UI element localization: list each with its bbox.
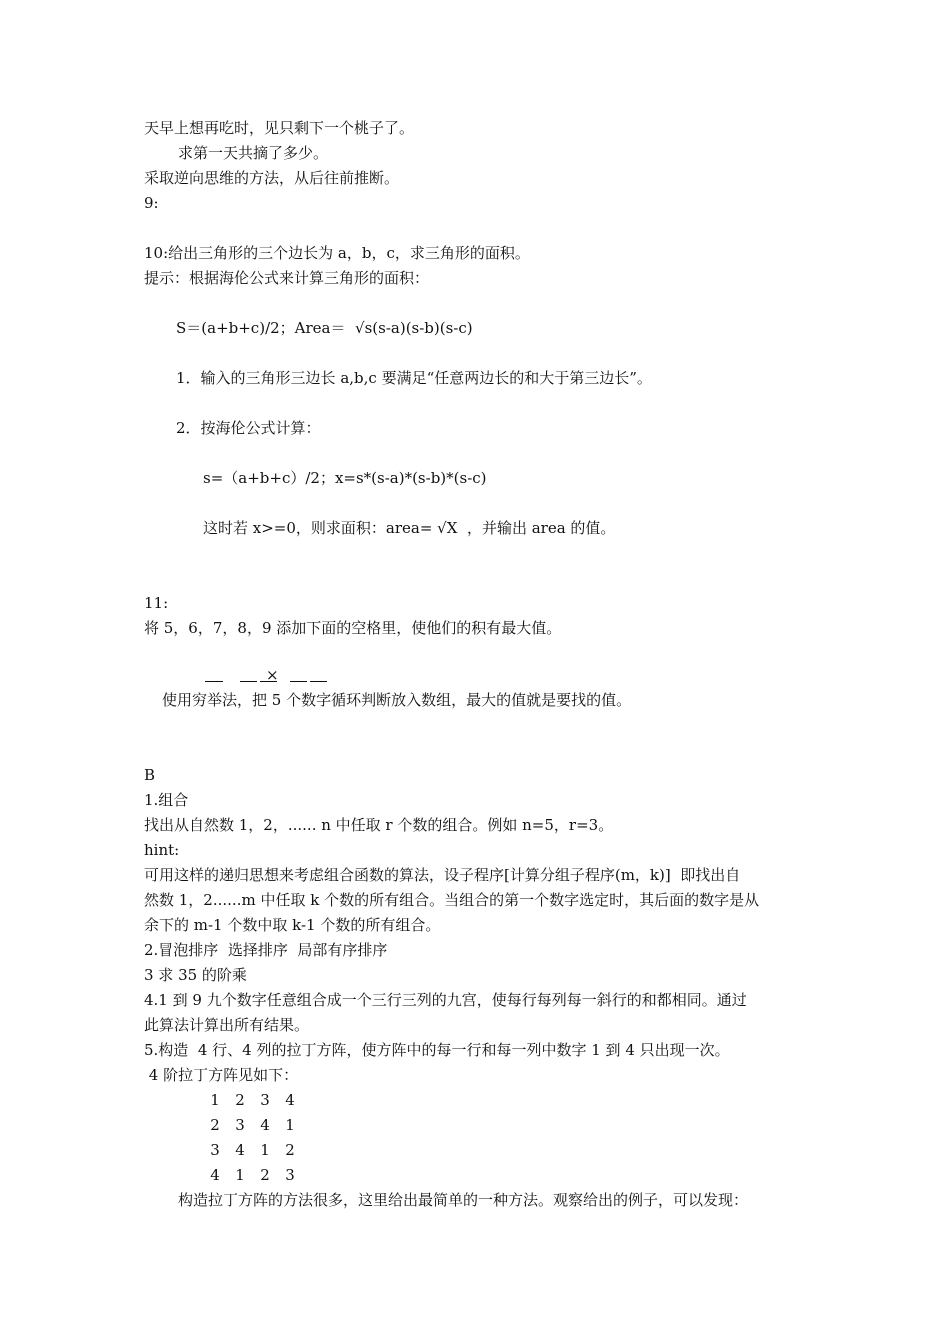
- combination-statement: 找出从自然数 1，2，...... n 中任取 r 个数的组合。例如 n=5，r=3。: [144, 816, 614, 834]
- matrix-cell: 3: [285, 1166, 295, 1184]
- multiply-sign: ×: [266, 666, 279, 684]
- problem-9-heading: 9:: [144, 194, 159, 212]
- formula-s-x: s=（a+b+c）/2；x=s*(s-a)*(s-b)*(s-c): [203, 469, 487, 487]
- factorial-item: 3 求 35 的阶乘: [144, 966, 247, 984]
- problem-10-statement: 10:给出三角形的三个边长为 a，b，c，求三角形的面积。: [144, 244, 530, 262]
- matrix-cell: 2: [260, 1166, 270, 1184]
- problem-11-statement: 将 5，6，7，8，9 添加下面的空格里，使他们的积有最大值。: [144, 619, 562, 637]
- hint-text-3: 余下的 m-1 个数中取 k-1 个数的所有组合。: [144, 916, 441, 934]
- heron-formula: S＝(a+b+c)/2；Area＝ √s(s-a)(s-b)(s-c): [176, 319, 473, 337]
- magic-square-item-2: 此算法计算出所有结果。: [144, 1016, 310, 1034]
- matrix-cell: 1: [235, 1166, 245, 1184]
- matrix-cell: 2: [235, 1091, 245, 1109]
- matrix-cell: 3: [260, 1091, 270, 1109]
- latin-square-method: 构造拉丁方阵的方法很多，这里给出最简单的一种方法。观察给出的例子，可以发现：: [178, 1191, 749, 1209]
- section-b-heading: B: [144, 766, 156, 784]
- matrix-cell: 4: [260, 1116, 270, 1134]
- problem-10-hint: 提示：根据海伦公式来计算三角形的面积：: [144, 269, 430, 287]
- matrix-cell: 1: [285, 1116, 295, 1134]
- blank-slot: [240, 681, 257, 682]
- area-condition: 这时若 x>=0，则求面积：area= √X ，并输出 area 的值。: [203, 519, 616, 537]
- blank-slot: [205, 681, 223, 682]
- matrix-cell: 1: [260, 1141, 270, 1159]
- matrix-cell: 4: [285, 1091, 295, 1109]
- blank-slot: [290, 681, 307, 682]
- matrix-cell: 1: [210, 1091, 220, 1109]
- matrix-cell: 3: [235, 1116, 245, 1134]
- blank-slot: [310, 681, 327, 682]
- magic-square-item-1: 4.1 到 9 九个数字任意组合成一个三行三列的九宫，使每行每列每一斜行的和都相同。通过: [144, 991, 747, 1009]
- hint-text-1: 可用这样的递归思想来考虑组合函数的算法，设子程序[计算分组子程序(m，k)] 即找出自: [144, 866, 741, 884]
- text-line-peach-end: 天早上想再吃时，见只剩下一个桃子了。: [144, 119, 415, 137]
- combination-title: 1.组合: [144, 791, 189, 809]
- hint-label: hint:: [144, 841, 180, 859]
- matrix-cell: 3: [210, 1141, 220, 1159]
- hint-text-2: 然数 1，2......m 中任取 k 个数的所有组合。当组合的第一个数字选定时，其后面的数字是从: [144, 891, 760, 909]
- latin-square-item: 5.构造 4 行、4 列的拉丁方阵，使方阵中的每一行和每一列中数字 1 到 4 只出现一次。: [144, 1041, 730, 1059]
- sorting-item: 2.冒泡排序 选择排序 局部有序排序: [144, 941, 388, 959]
- text-line-method: 采取逆向思维的方法，从后往前推断。: [144, 169, 400, 187]
- matrix-cell: 2: [210, 1116, 220, 1134]
- latin-square-intro: 4 阶拉丁方阵见如下：: [144, 1066, 299, 1084]
- problem-11-heading: 11:: [144, 594, 169, 612]
- matrix-cell: 4: [235, 1141, 245, 1159]
- problem-11-solution: 使用穷举法，把 5 个数字循环判断放入数组，最大的值就是要找的值。: [162, 691, 632, 709]
- matrix-cell: 4: [210, 1166, 220, 1184]
- matrix-cell: 2: [285, 1141, 295, 1159]
- step-1: 1．输入的三角形三边长 a,b,c 要满足“任意两边长的和大于第三边长”。: [176, 369, 652, 387]
- step-2: 2．按海伦公式计算：: [176, 419, 321, 437]
- text-line-question: 求第一天共摘了多少。: [178, 144, 329, 162]
